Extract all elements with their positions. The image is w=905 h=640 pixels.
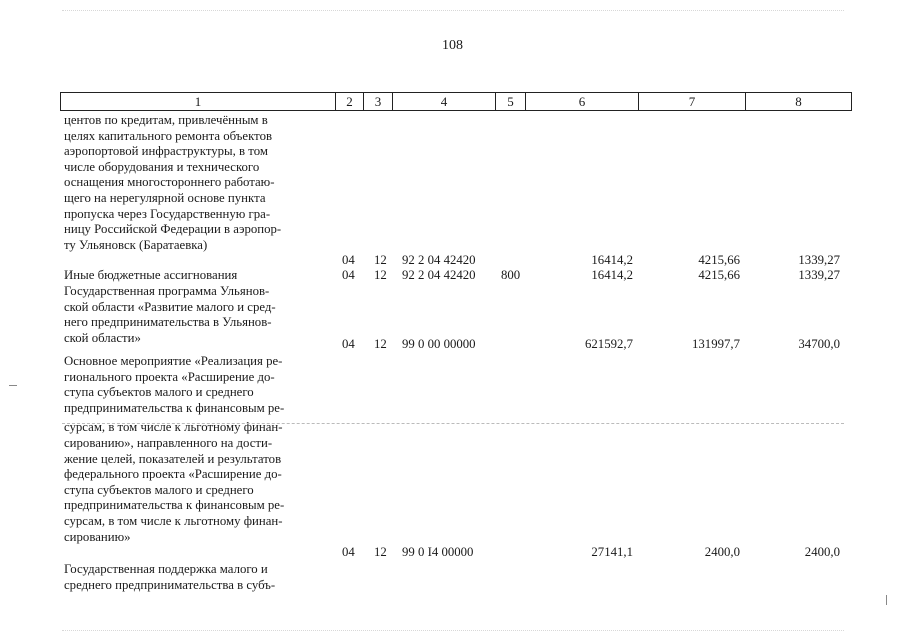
desc-line: щего на нерегулярной основе пункта	[64, 190, 266, 205]
desc-line: пропуска через Государственную гра-	[64, 206, 271, 221]
desc-line: сированию»	[64, 529, 131, 544]
desc-line: Основное мероприятие «Реализация ре-	[64, 354, 283, 368]
amount-col-6: 16414,2	[591, 253, 633, 267]
section-code: 04	[342, 268, 355, 282]
row-description	[64, 354, 332, 545]
header-col-7: 7	[639, 93, 746, 110]
header-col-4: 4	[393, 93, 496, 110]
scan-edge-bottom	[62, 630, 844, 631]
table-row	[60, 354, 850, 559]
header-col-2: 2	[336, 93, 364, 110]
margin-mark	[886, 595, 887, 605]
amount-col-7: 4215,66	[698, 253, 740, 267]
amount-col-8: 1339,27	[798, 253, 840, 267]
amount-col-7: 2400,0	[704, 545, 740, 559]
desc-line: сурсам, в том числе к льготному финан-	[64, 420, 283, 435]
subsection-code: 12	[374, 253, 387, 267]
row-description	[64, 268, 332, 284]
section-code: 04	[342, 337, 355, 351]
target-code: 92 2 04 42420	[402, 253, 476, 267]
expense-type: 800	[501, 268, 521, 282]
amount-col-8: 34700,0	[798, 337, 840, 351]
desc-line: среднего предпринимательства в субъ-	[64, 577, 276, 592]
page-fold-line	[62, 423, 844, 424]
desc-line: Государственная поддержка малого и	[64, 562, 268, 576]
subsection-code: 12	[374, 545, 387, 559]
desc-line: гионального проекта «Расширение до-	[64, 369, 275, 384]
amount-col-8: 1339,27	[798, 268, 840, 282]
section-code: 04	[342, 545, 355, 559]
target-code: 99 0 00 00000	[402, 337, 476, 351]
desc-line: федерального проекта «Расширение до-	[64, 467, 282, 482]
desc-line: ской области «Развитие малого и сред-	[64, 299, 276, 314]
desc-line: ступа субъектов малого и среднего	[64, 482, 254, 497]
amount-col-6: 621592,7	[585, 337, 633, 351]
table-row	[60, 113, 850, 269]
desc-line: целях капитального ремонта объектов	[64, 128, 273, 143]
amount-col-7: 131997,7	[692, 337, 740, 351]
table-row	[60, 562, 850, 594]
subsection-code: 12	[374, 268, 387, 282]
table-row	[60, 268, 850, 284]
table-header-row	[60, 92, 852, 111]
amount-col-6: 27141,1	[591, 545, 633, 559]
desc-line: ницу Российской Федерации в аэропор-	[64, 222, 282, 237]
desc-line: центов по кредитам, привлечённым в	[64, 113, 268, 127]
desc-line: предпринимательства к финансовым ре-	[64, 400, 285, 415]
row-description	[64, 562, 332, 593]
target-code: 92 2 04 42420	[402, 268, 476, 282]
desc-line: предпринимательства к финансовым ре-	[64, 498, 285, 513]
desc-line: него предпринимательства в Ульянов-	[64, 315, 272, 330]
header-col-1: 1	[61, 93, 336, 110]
desc-line: оснащения многостороннего работаю-	[64, 175, 275, 190]
scan-edge-top	[62, 10, 844, 11]
desc-line: Иные бюджетные ассигнования	[64, 268, 238, 282]
desc-line: ступа субъектов малого и среднего	[64, 385, 254, 400]
desc-line: Государственная программа Ульянов-	[64, 284, 270, 298]
amount-col-8: 2400,0	[804, 545, 840, 559]
desc-line: аэропортовой инфраструктуры, в том	[64, 144, 268, 159]
amount-col-6: 16414,2	[591, 268, 633, 282]
page-number: 108	[442, 38, 463, 53]
header-col-5: 5	[496, 93, 526, 110]
row-description	[64, 284, 332, 346]
desc-line: ту Ульяновск (Баратаевка)	[64, 237, 208, 252]
header-col-3: 3	[364, 93, 393, 110]
target-code: 99 0 I4 00000	[402, 545, 474, 559]
row-description	[64, 113, 332, 253]
section-code: 04	[342, 253, 355, 267]
amount-col-7: 4215,66	[698, 268, 740, 282]
desc-line: числе оборудования и технического	[64, 159, 260, 174]
table-row	[60, 284, 850, 351]
header-col-8: 8	[795, 94, 802, 109]
subsection-code: 12	[374, 337, 387, 351]
desc-line: жение целей, показателей и результатов	[64, 451, 282, 466]
margin-mark	[9, 385, 17, 386]
header-col-6: 6	[526, 93, 639, 110]
desc-line: ской области»	[64, 330, 141, 345]
desc-line: сированию», направленного на дости-	[64, 435, 273, 450]
desc-line: сурсам, в том числе к льготному финан-	[64, 513, 283, 528]
